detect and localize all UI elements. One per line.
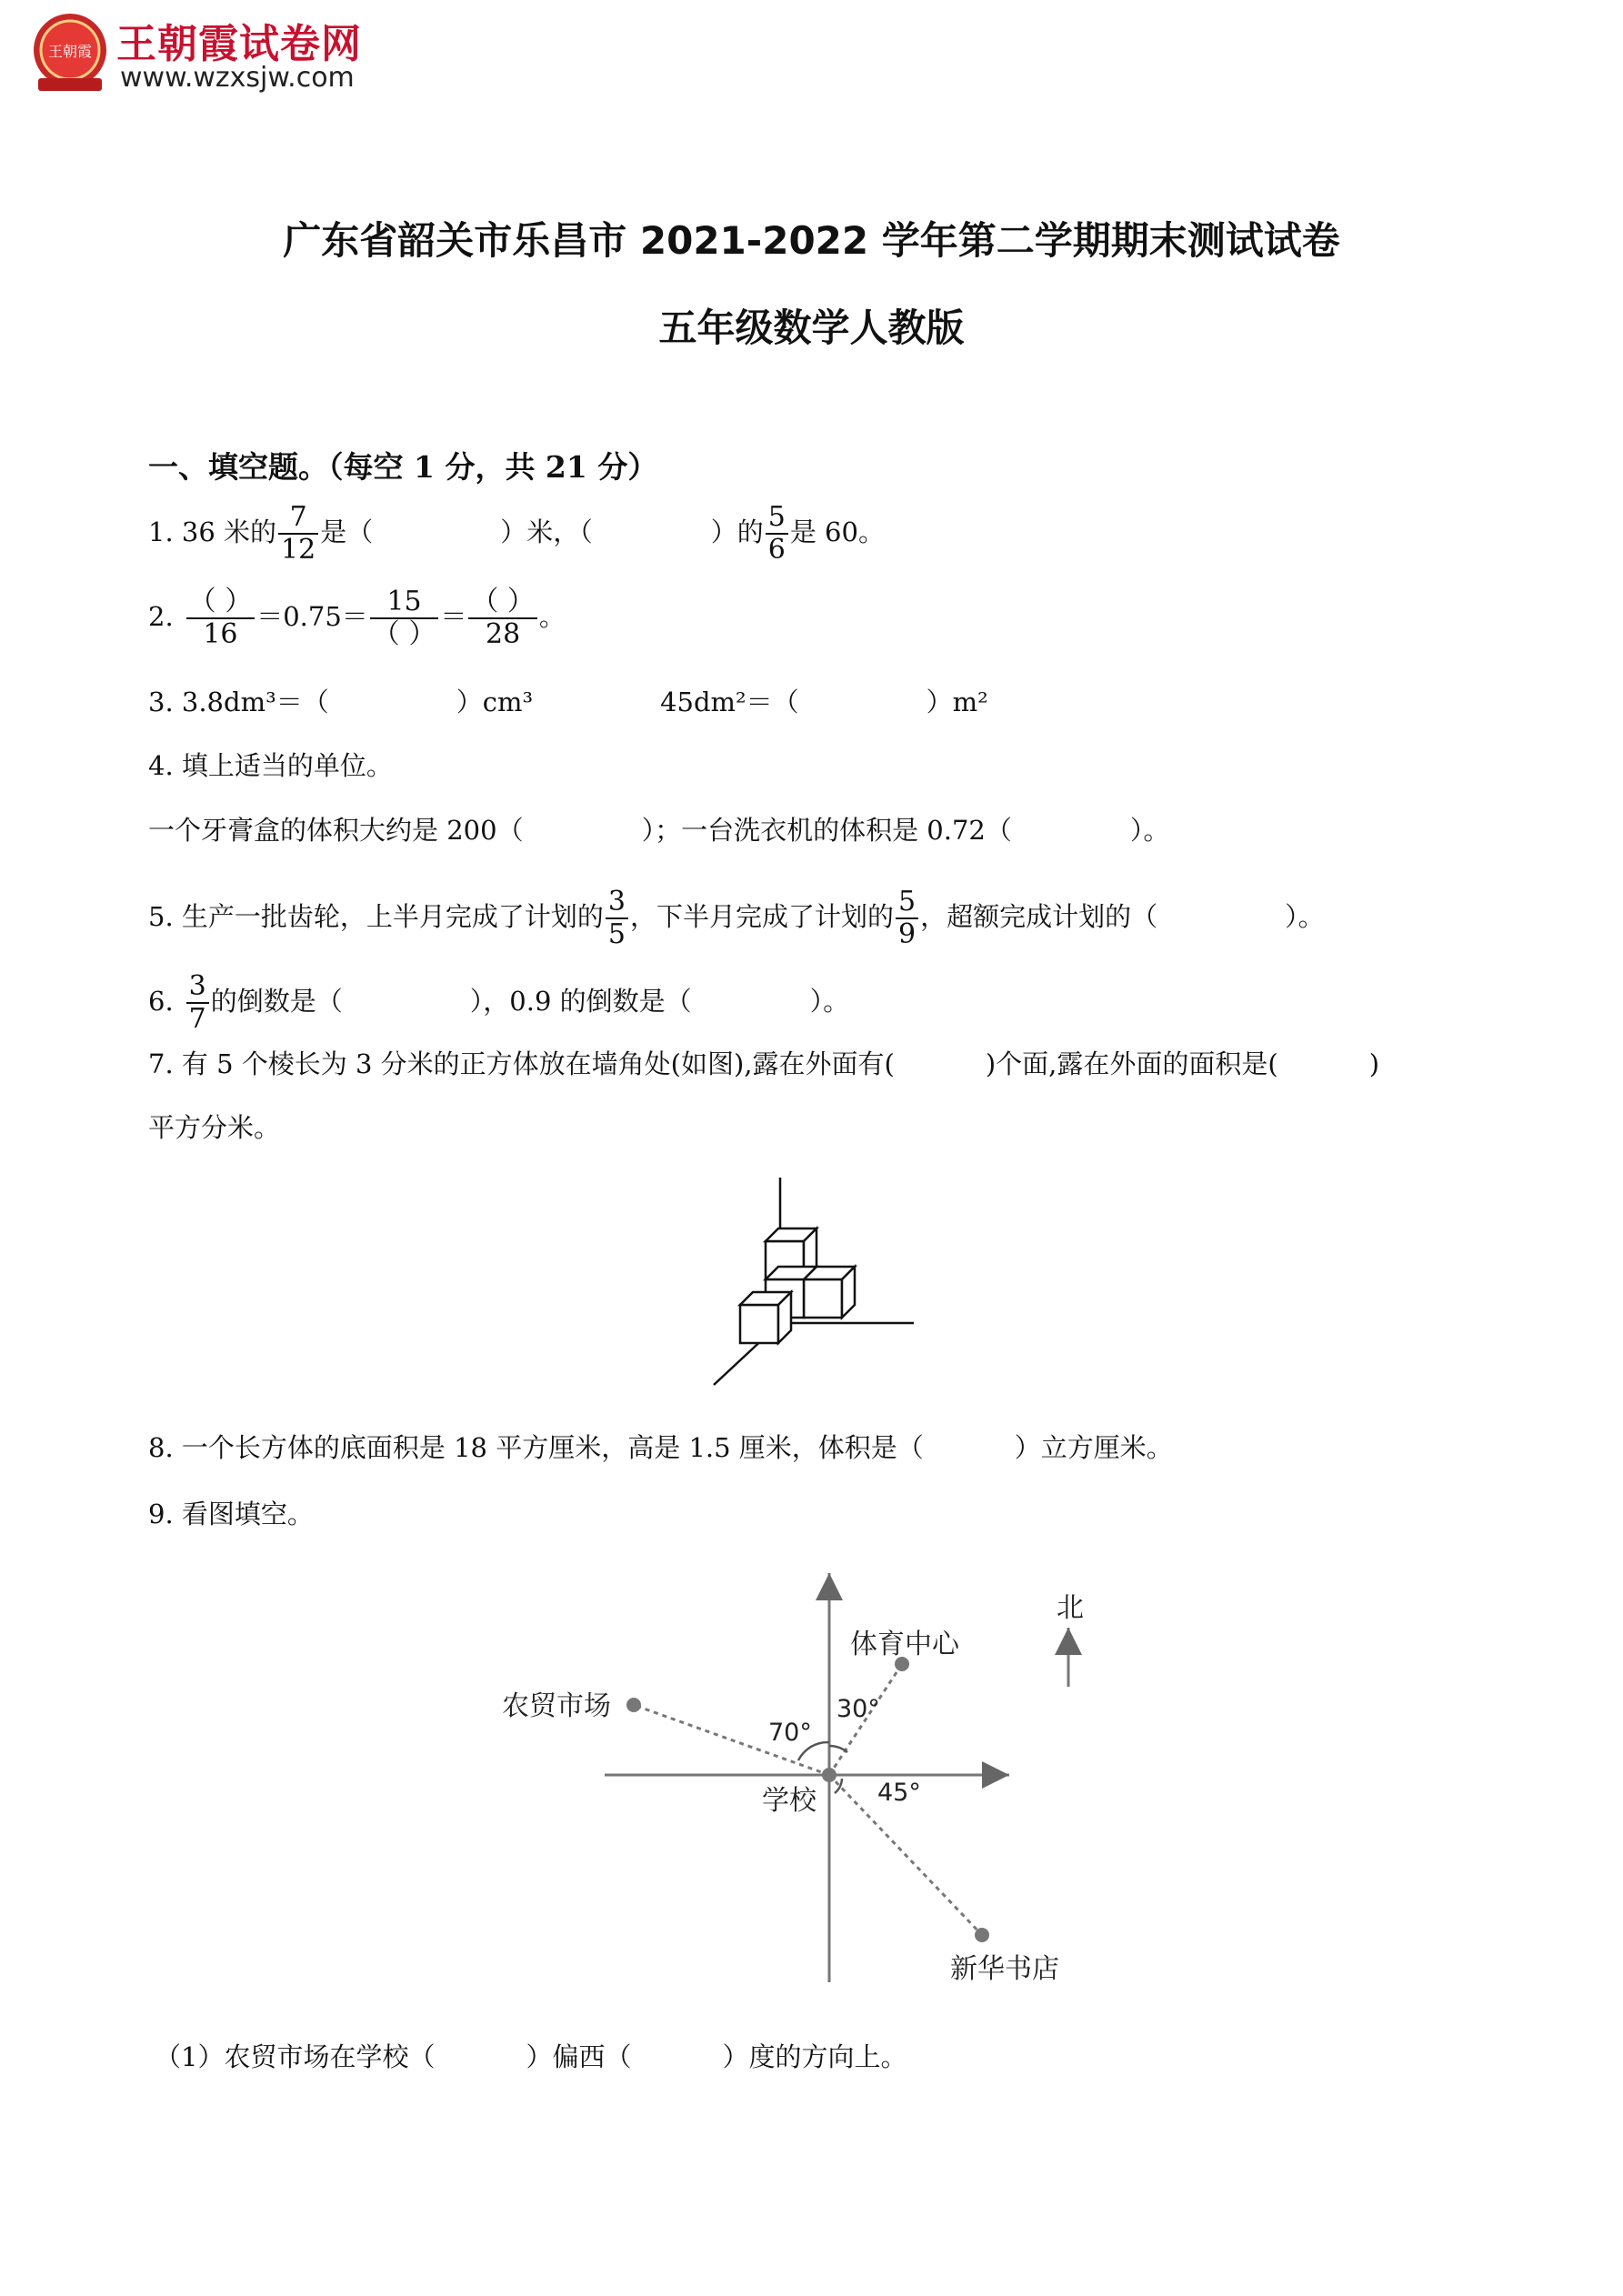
cube-right: [804, 1267, 855, 1318]
bookstore-point: [975, 1928, 989, 1942]
question-1: 1. 36 米的 $\frac{7}{12}$ 是（ ）米，（ ）的 $\frac{5}{6}$ 是 60。: [148, 501, 885, 566]
question-6: 6. $\frac{3}{7}$ 的倒数是（ ），0.9 的倒数是（ ）。: [148, 970, 850, 1035]
market-point: [626, 1698, 641, 1712]
cubes-figure: [700, 1178, 927, 1396]
seal-icon: [27, 9, 114, 95]
page-subtitle: 五年级数学人教版: [658, 306, 965, 350]
question-8: 8. 一个长方体的底面积是 18 平方厘米，高是 1.5 厘米，体积是（ ）立方厘米。: [148, 1432, 1173, 1463]
direction-map: [491, 1564, 1091, 1991]
question-4: 4. 填上适当的单位。: [148, 750, 393, 781]
school-point: [822, 1768, 837, 1782]
bookstore-label: 新华书店: [950, 1953, 1059, 1985]
section-heading: 一、填空题。（每空 1 分，共 21 分）: [148, 449, 658, 485]
cube-front: [740, 1292, 791, 1343]
north-label: 北: [1057, 1592, 1084, 1624]
angle-70-label: 70°: [768, 1719, 812, 1747]
school-label: 学校: [762, 1785, 817, 1817]
market-label: 农贸市场: [502, 1690, 611, 1722]
question-9-1: （1）农贸市场在学校（ ）偏西（ ）度的方向上。: [155, 2041, 907, 2072]
question-3: 3. 3.8dm³＝（ ）cm³ 45dm²＝（ ）m²: [148, 687, 988, 717]
question-7-cont: 平方分米。: [148, 1112, 281, 1143]
question-5: 5. 生产一批齿轮，上半月完成了计划的 $\frac{3}{5}$ ，下半月完成了计划的 $\frac{5}{9}$ ，超额完成计划的（ ）。: [148, 886, 1325, 950]
angle-30-label: 30°: [837, 1695, 880, 1723]
brand-name: 王朝霞试卷网: [116, 21, 362, 67]
sports-label: 体育中心: [850, 1629, 959, 1660]
brand-url[interactable]: www.wzxsjw.com: [120, 62, 355, 94]
question-4-line: 一个牙膏盒的体积大约是 200（ ）；一台洗衣机的体积是 0.72（ ）。: [148, 815, 1170, 846]
question-9: 9. 看图填空。: [148, 1499, 314, 1529]
question-7: 7. 有 5 个棱长为 3 分米的正方体放在墙角处(如图),露在外面有( )个面,露在外面的面积是( ): [148, 1048, 1380, 1079]
seal-text: 王朝霞: [47, 43, 93, 60]
arc-45: [835, 1779, 842, 1793]
question-2: 2. $\frac{( )}{16}$ ＝0.75＝ $\frac{15}{( )}$ ＝ $\frac{( )}{28}$ 。: [148, 586, 566, 650]
page-title: 广东省韶关市乐昌市 2021-2022 学年第二学期期末测试试卷: [283, 218, 1340, 263]
arc-30: [829, 1746, 847, 1752]
angle-45-label: 45°: [877, 1779, 921, 1807]
